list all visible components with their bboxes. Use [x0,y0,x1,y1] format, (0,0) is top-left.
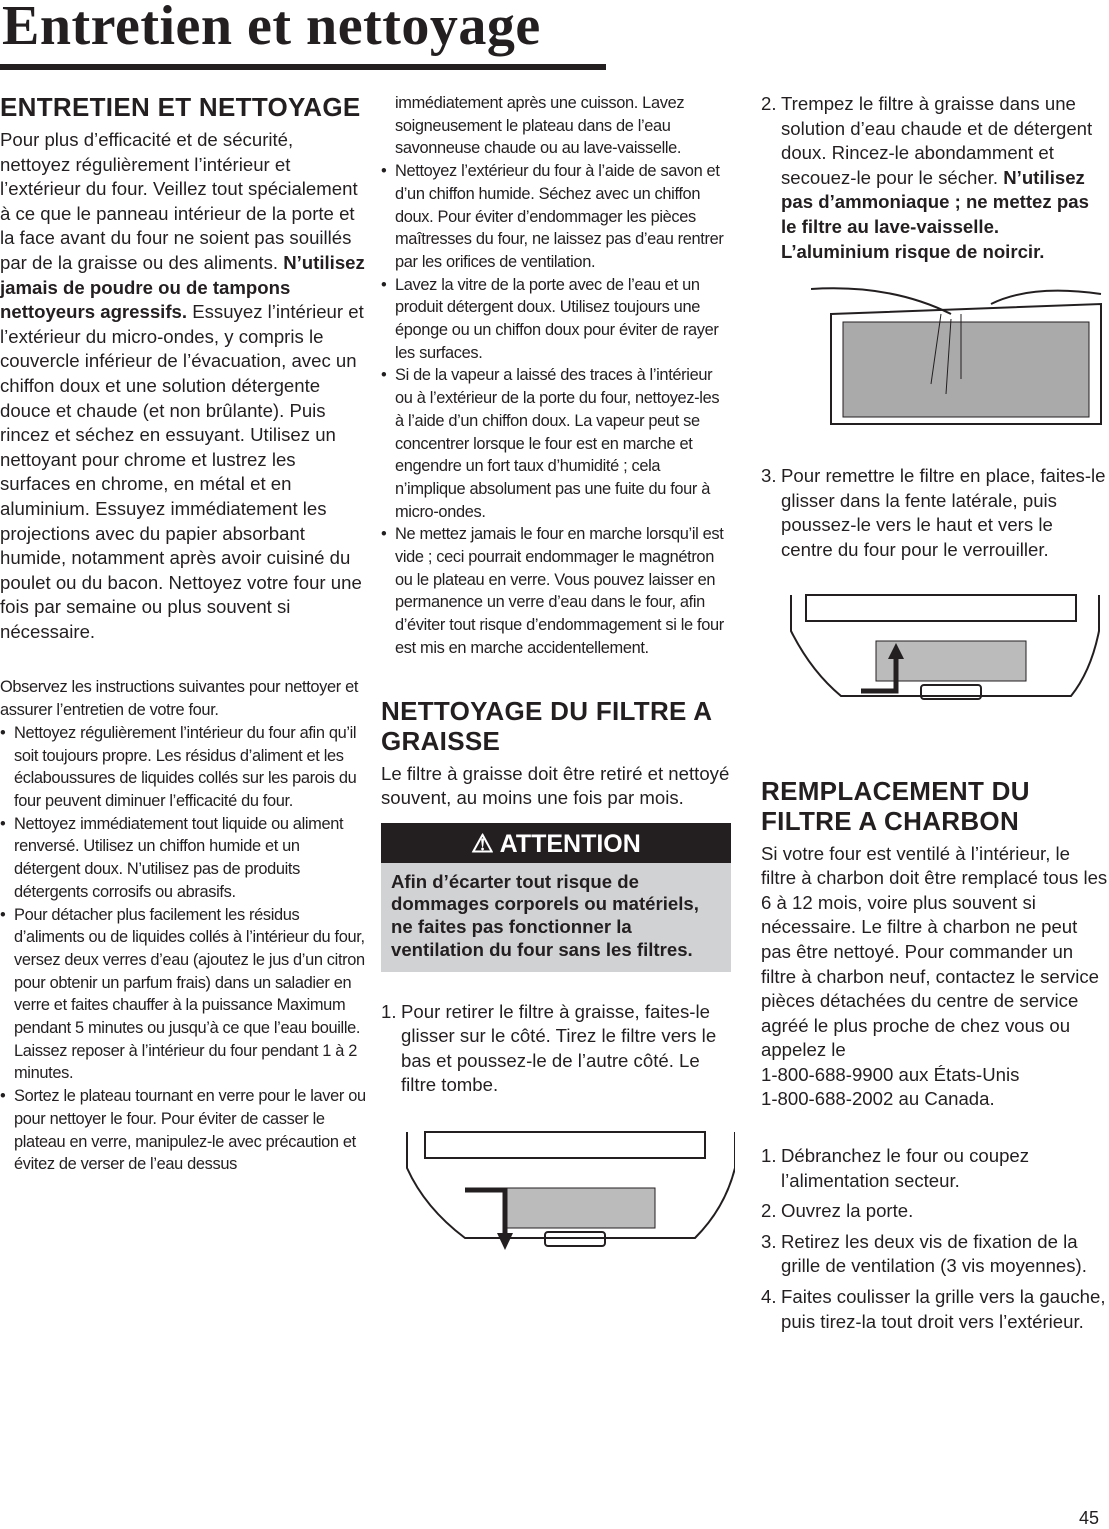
list-item: • Nettoyez régulièrement l’intérieur du four afin qu’il soit toujours propre. Les résidus d’aliment et les éclaboussures de liquides collés sur les parois du four peuvent diminuer l’efficacité du four. [0,722,366,813]
list-item: • Lavez la vitre de la porte avec de l’eau et un produit détergent doux. Utilisez toujours une éponge ou un chiffon doux pour éviter de rayer les surfaces. [381,274,731,365]
list-item: 3. Pour remettre le filtre en place, faites-le glisser dans la fente latérale, puis poussez-le vers le haut et vers le centre du four pour le verrouiller. [761,465,1106,560]
list-item: • Ne mettez jamais le four en marche lorsqu’il est vide ; ceci pourrait endommager le magnétron ou le plateau en verre. Vous pouvez laisser en permanence un verre d’eau dans le four, afin d’éviter tout risque d’endommagement si le four est mis en marche accidentellement. [381,523,731,659]
page-title: Entretien et nettoyage [2,0,541,57]
list-item: 3. Retirez les deux vis de fixation de la grille de ventilation (3 vis moyennes). [761,1230,1087,1277]
list-item: • Si de la vapeur a laissé des traces à l’intérieur ou à l’extérieur de la porte du four, nettoyez-les à l’aide d’un chiffon doux. La vapeur peut se concentrer lorsque le four est en marche et engendre un fort taux d’humidité ; cela n’implique absolument pas une fuite du four à micro-ondes. [381,364,731,523]
section-heading-grease-filter: NETTOYAGE DU FILTRE A GRAISSE [381,695,712,756]
section-heading-entretien: ENTRETIEN ET NETTOYAGE [0,92,361,122]
list-item: 2. Ouvrez la porte. [761,1200,914,1222]
charcoal-filter-intro: Si votre four est ventilé à l’intérieur, le filtre à charbon doit être remplacé tous les 6 à 12 mois, voire plus souvent si nécessaire. Le filtre à charbon ne peut pas être nettoyé. Pour commander un filtre à charbon neuf, contactez le service pièces détachées du centre de service agréé le plus proche de chez vous ou appelez le [761,842,1108,1061]
intro-paragraph: Pour plus d’efficacité et de sécurité, nettoyez régulièrement l’intérieur et l’extérieur du four. Veillez tout spécialement à ce que le panneau intérieur de la porte et la face avant du four ne soient pas souillés par de la graisse ou des aliments. N’utilisez jamais de poudre ou de tampons nettoyeurs agressifs. Essuyez l’intérieur et l’extérieur du micro-ondes, y compris le couvercle inférieur de l’évacuation, avec un chiffon doux et une solution détergente douce et chaude (et non brûlante). Puis rincez et séchez en essuyant. Utilisez un nettoyant pour chrome et lustrez les surfaces en chrome, en métal et en aluminium. Essuyez immédiatement les projections avec du papier absorbant humide, notamment après avoir cuisiné du poulet ou du bacon. Nettoyez votre four une fois par semaine ou plus souvent si nécessaire. [0,129,365,642]
steps-list [761,1144,1109,1334]
warning-text: N’utilisez jamais de poudre ou de tampons nettoyeurs agressifs. [0,251,365,323]
list-item: 1. Pour retirer le filtre à graisse, faites-le glisser sur le côté. Tirez le filtre vers le bas et poussez-le de l’autre côté. Le filtre tombe. [381,1000,717,1096]
column-1 [0,92,366,1176]
phone-canada: 1-800-688-2002 au Canada. [761,1088,995,1110]
list-item: 1. Débranchez le four ou coupez l’alimentation secteur. [761,1145,1030,1191]
attention-header: ⚠ ATTENTION [381,823,731,863]
section-heading-charcoal-filter: REMPLACEMENT DU FILTRE A CHARBON [761,775,1030,836]
steps-list [761,464,1109,562]
title-rule [0,64,606,70]
phone-us: 1-800-688-9900 aux États-Unis [761,1063,1020,1085]
filter-installation-illustration [771,591,1101,706]
steps-list [761,92,1109,264]
list-item: • Nettoyez l’extérieur du four à l’aide de savon et d’un chiffon humide. Séchez avec un chiffon doux. Pour éviter d’endommager les pièces maîtresses du four, ne laissez pas d’eau rentrer par les orifices de ventilation. [381,160,731,274]
list-item: • Nettoyez immédiatement tout liquide ou aliment renversé. Utilisez un chiffon humide et un détergent doux. N’utilisez pas de produits détergents corrosifs ou abrasifs. [0,813,366,904]
grease-filter-intro: Le filtre à graisse doit être retiré et nettoyé souvent, au moins une fois par mois. [381,762,730,809]
column-2 [381,92,731,1253]
bullet-list [381,160,731,659]
continued-text: immédiatement après une cuisson. Lavez soigneusement le plateau dans de l’eau savonneuse chaude ou au lave-vaisselle. [395,94,685,158]
warning-icon: ⚠ [471,829,500,858]
filter-washing-illustration [811,284,1109,434]
column-3 [761,92,1109,1340]
page-number: 45 [1078,1508,1099,1528]
list-item: 4. Faites coulisser la grille vers la gauche, puis tirez-la tout droit vers l’extérieur. [761,1286,1106,1332]
list-item: • Pour détacher plus facilement les résidus d’aliments ou de liquides collés à l’intérieur du four, versez deux verres d’eau (ajoutez le jus d’un citron pour obtenir un parfum frais) dans un saladier en verre et faites chauffer à la puissance Maximum pendant 5 minutes ou jusqu’à ce que l’eau bouille. Laissez reposer à l’intérieur du four pendant 1 à 2 minutes. [0,904,366,1086]
bullet-list [0,722,366,1176]
instructions-intro: Observez les instructions suivantes pour nettoyer et assurer l’entretien de votre four. [0,678,359,720]
steps-list [381,1000,731,1098]
list-item: • Sortez le plateau tournant en verre pour le laver ou pour nettoyer le four. Pour éviter de casser le plateau en verre, manipulez-le avec précaution et évitez de verser de l’eau dessus [0,1085,366,1176]
attention-text: Afin d’écarter tout risque de dommages corporels ou matériels, ne faites pas fonctionner la ventilation du four sans les filtres. [391,870,699,960]
list-item: 2. Trempez le filtre à graisse dans une solution d’eau chaude et de détergent doux. Rincez-le abondamment et secouez-le pour le sécher. N’utilisez pas d’ammoniaque ; ne mettez pas le filtre au lave-vaisselle. L’aluminium risque de noircir. [761,93,1093,262]
filter-removal-illustration [405,1128,735,1253]
attention-box [381,823,731,972]
